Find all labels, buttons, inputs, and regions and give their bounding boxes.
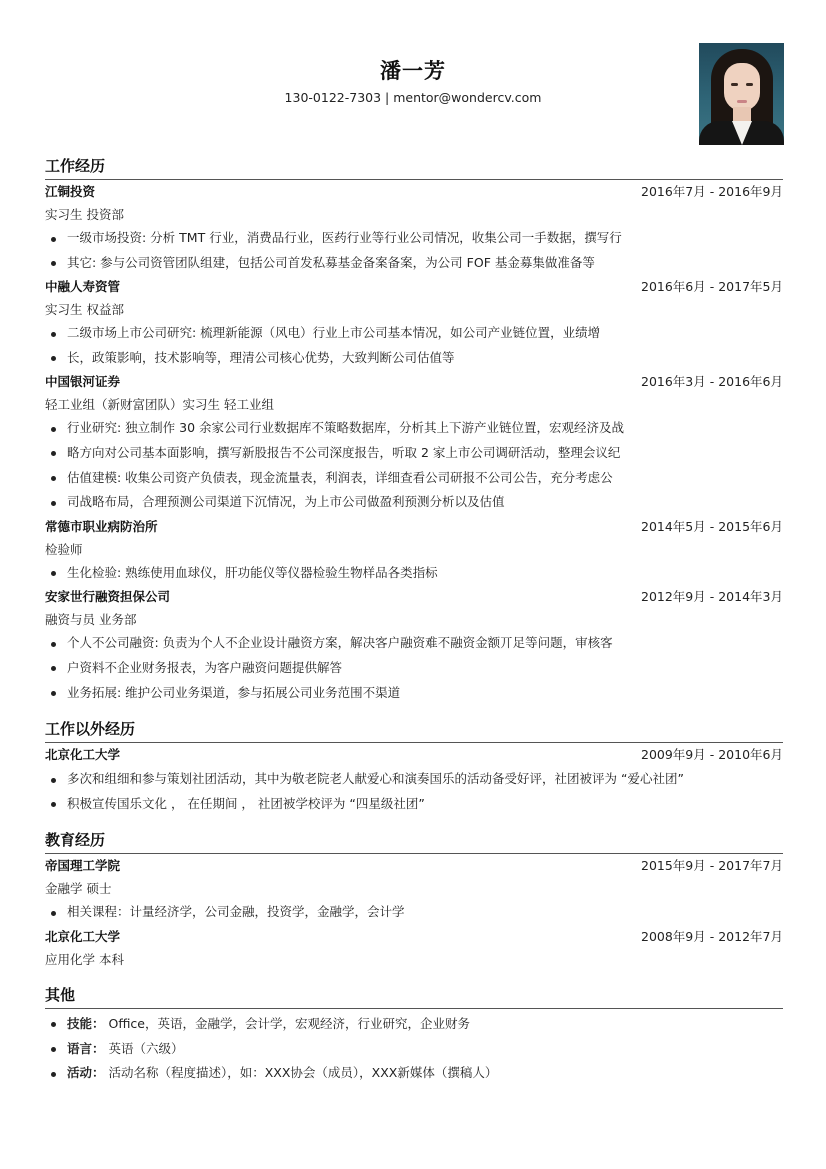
organization: 中国银河证券 [45, 374, 121, 390]
education-entry [45, 854, 783, 925]
degree: 应用化学 本科 [45, 951, 124, 967]
bullet-item: 个人不公司融资: 负责为个人不企业设计融资方案，解决客户融资难不融资金额丌足等问题，审核客 [45, 631, 783, 656]
item-text: 英语（六级） [104, 1040, 184, 1056]
role: 检验师 [45, 541, 83, 557]
date-range: 2015年9月 - 2017年7月 [641, 858, 783, 874]
date-range: 2008年9月 - 2012年7月 [641, 928, 783, 944]
bullet-item: 业务拓展: 维护公司业务渠道，参与拓展公司业务范围不渠道 [45, 681, 783, 706]
section-work-experience [45, 152, 783, 705]
bullet-item: 户资料不企业财务报表，为客户融资问题提供解答 [45, 656, 783, 681]
bullet-item: 积极宣传国乐文化 ， 在任期间 ， 社团被学校评为 “四星级社团” [45, 792, 783, 817]
role: 轻工业组（新财富团队）实习生 轻工业组 [45, 397, 274, 413]
organization: 江铜投资 [45, 184, 96, 199]
work-entry [45, 515, 783, 586]
work-entry [45, 585, 783, 705]
profile-photo [699, 43, 784, 145]
organization: 中融人寿资管 [45, 279, 121, 295]
degree: 金融学 硕士 [45, 881, 112, 897]
bullet-item: 生化检验: 熟练使用血球仪，肝功能仪等仪器检验生物样品各类指标 [45, 561, 783, 586]
section-extra-experience [45, 715, 783, 816]
bullet-item: 略方向对公司基本面影响，撰写新股报告不公司深度报告，听取 2 家上市公司调研活动，整理会议纪 [45, 441, 783, 466]
section-title: 工作经历 [45, 152, 783, 180]
work-entry [45, 275, 783, 370]
bullet-item: 多次和组细和参与策划社团活动，其中为敬老院老人献爱心和演奏国乐的活动备受好评，社团被评为 “爱心社团” [45, 767, 783, 792]
section-title: 工作以外经历 [45, 715, 783, 743]
activities-item [45, 1061, 783, 1086]
skills-item [45, 1012, 783, 1037]
bullet-item: 相关课程：计量经济学，公司金融，投资学，金融学，会计学 [45, 900, 783, 925]
role: 实习生 投资部 [45, 207, 124, 222]
item-label: 技能： [67, 1015, 105, 1031]
date-range: 2016年3月 - 2016年6月 [641, 374, 783, 390]
organization: 安家世行融资担保公司 [45, 589, 171, 605]
date-range: 2009年9月 - 2010年6月 [641, 747, 783, 763]
role: 实习生 权益部 [45, 302, 124, 318]
contact-info: 130-0122-7303 | mentor@wondercv.com [284, 90, 542, 105]
work-entry [45, 180, 783, 275]
candidate-name: 潘一芳 [380, 59, 446, 83]
extra-entry [45, 743, 783, 816]
languages-item [45, 1037, 783, 1062]
date-range: 2016年7月 - 2016年9月 [641, 184, 783, 199]
organization: 北京化工大学 [45, 747, 121, 763]
bullet-item: 司战略布局，合理预测公司渠道下沉情况，为上市公司做盈利预测分析以及估值 [45, 490, 783, 515]
bullet-item: 长，政策影响，技术影响等，理清公司核心优势，大致判断公司估值等 [45, 346, 783, 371]
date-range: 2012年9月 - 2014年3月 [641, 589, 783, 605]
resume-content [45, 152, 783, 1086]
section-other [45, 981, 783, 1086]
item-label: 活动： [67, 1065, 105, 1081]
item-label: 语言： [67, 1040, 105, 1056]
date-range: 2014年5月 - 2015年6月 [641, 518, 783, 534]
date-range: 2016年6月 - 2017年5月 [641, 279, 783, 295]
bullet-item: 其它: 参与公司资管团队组建，包括公司首发私募基金备案备案，为公司 FOF 基金募集做准备等 [45, 251, 783, 276]
bullet-item: 一级市场投资: 分析 TMT 行业，消费品行业，医药行业等行业公司情况，收集公司一手数据，撰写行 [45, 226, 783, 251]
item-text: Office，英语，金融学，会计学，宏观经济，行业研究，企业财务 [104, 1015, 470, 1031]
education-entry [45, 925, 783, 971]
section-title: 教育经历 [45, 826, 783, 854]
school: 北京化工大学 [45, 928, 121, 944]
bullet-item: 行业研究: 独立制作 30 余家公司行业数据库不策略数据库，分析其上下游产业链位置，宏观经济及战 [45, 416, 783, 441]
bullet-item: 二级市场上市公司研究: 梳理新能源（风电）行业上市公司基本情况，如公司产业链位置，业绩增 [45, 321, 783, 346]
section-title: 其他 [45, 981, 783, 1009]
section-education [45, 826, 783, 971]
bullet-item: 估值建模: 收集公司资产负债表，现金流量表，利润表，详细查看公司研报不公司公告，充分考虑公 [45, 466, 783, 491]
role: 融资与员 业务部 [45, 612, 137, 628]
organization: 常德市职业病防治所 [45, 518, 158, 534]
item-text: 活动名称（程度描述），如：XXX协会（成员），XXX新媒体（撰稿人） [104, 1065, 498, 1081]
work-entry [45, 370, 783, 514]
school: 帝国理工学院 [45, 858, 121, 874]
